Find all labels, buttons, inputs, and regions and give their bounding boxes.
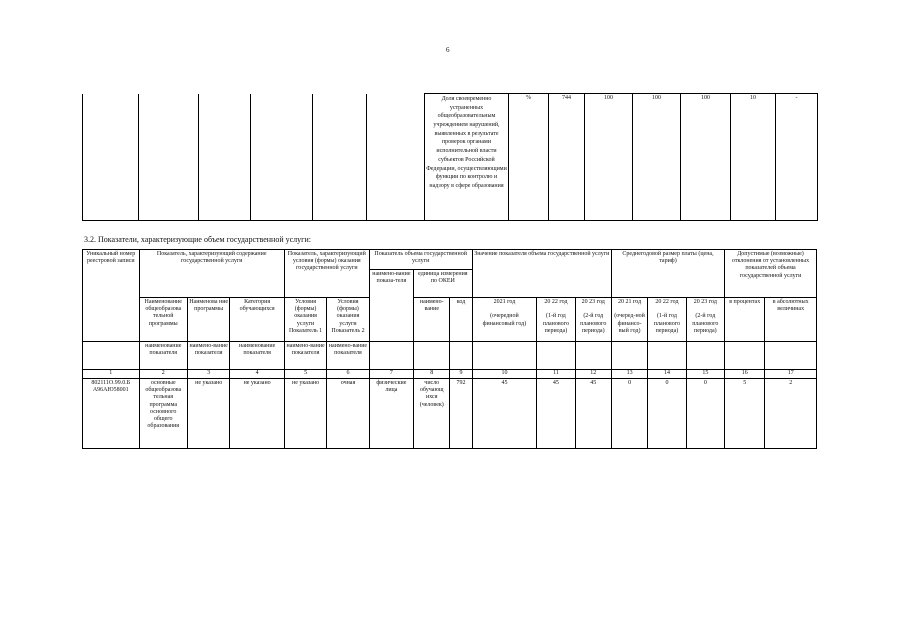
year-header: 20 22 год (1-й год планового периода): [648, 298, 686, 342]
column-number: 16: [725, 370, 765, 379]
year-header: 2021 год (очередной финансовый год): [472, 298, 537, 342]
unit-name: %: [509, 94, 549, 221]
value-cell: 100: [585, 94, 633, 221]
year-header: 20 23 год (2-й год планового периода): [686, 298, 724, 342]
sub-header-label: наименование показателя: [139, 342, 187, 370]
column-number: 15: [686, 370, 724, 379]
cell: не указано: [284, 379, 326, 449]
header-unit-code: код: [450, 298, 472, 342]
header-conditions: Показатель, характеризующий условия (формы) оказания государственной услуги: [284, 250, 369, 298]
column-number: 13: [611, 370, 647, 379]
cell: очная: [327, 379, 369, 449]
sub-header-name: Наименование общеобразова тельной программы: [139, 298, 187, 342]
value-cell: -: [776, 94, 818, 221]
cell: 45: [472, 379, 537, 449]
header-deviation-abs: в абсолютных величинах: [765, 298, 817, 342]
cell: физические лица: [369, 379, 413, 449]
header-deviation-pct: в процентах: [725, 298, 765, 342]
header-content: Показатель, характеризующий содержание государственной услуги: [139, 250, 284, 298]
sub-header-name: Условия (формы) оказания услуги Показатель 2: [327, 298, 369, 342]
sub-header-label: наимено-вание показателя: [284, 342, 326, 370]
column-number: 3: [187, 370, 229, 379]
header-unique-number: Уникальный номер реестровой записи: [83, 250, 140, 342]
program-name-cell: основные общеобразова тельная программа основного общего образования: [139, 379, 187, 449]
table-row: [83, 379, 817, 449]
header-volume-name: наимено-вание показа-теля: [369, 270, 413, 342]
value-cell: 100: [681, 94, 731, 221]
indicator-name: Доля своевременно устраненных общеобразовательным учреждением нарушений, выявленных в результате проверок органами исполнительной власти субъектов Российской Федерации, осуществляющими функции по контролю и надзору в сфере образования: [425, 94, 509, 221]
sub-header-label: наименование показателя: [230, 342, 285, 370]
volume-indicators-table: [82, 249, 817, 449]
header-values: Значение показателя объема государственной услуги: [472, 250, 611, 298]
column-number: 14: [648, 370, 686, 379]
column-number: 2: [139, 370, 187, 379]
column-number-row: [83, 370, 817, 379]
year-header: 20 21 год (очеред-ной финансо-вый год): [611, 298, 647, 342]
section-heading: 3.2. Показатели, характеризующие объем государственной услуги:: [84, 235, 311, 244]
cell: 0: [648, 379, 686, 449]
value-cell: 100: [633, 94, 681, 221]
column-number: 1: [83, 370, 140, 379]
header-volume: Показатель объема государственной услуги: [369, 250, 472, 270]
column-number: 4: [230, 370, 285, 379]
quality-indicators-table: [82, 93, 818, 221]
column-number: 12: [575, 370, 611, 379]
cell: 45: [575, 379, 611, 449]
header-volume-unit: единица измерения по ОКЕИ: [414, 270, 473, 298]
header-row: [83, 298, 817, 342]
cell: 5: [725, 379, 765, 449]
cell: не указано: [187, 379, 229, 449]
sub-header-label: наимено-вание показателя: [187, 342, 229, 370]
sub-header-name: Категория обучающихся: [230, 298, 285, 342]
header-price: Среднегодовой размер платы (цена, тариф): [611, 250, 724, 298]
header-unit-name: наимено-вание: [414, 298, 450, 342]
cell: 45: [537, 379, 575, 449]
column-number: 7: [369, 370, 413, 379]
unit-code: 744: [549, 94, 585, 221]
sub-header-name: Условия (формы) оказания услуги Показатель 1: [284, 298, 326, 342]
value-cell: 10: [731, 94, 776, 221]
header-row: [83, 250, 817, 270]
sub-header-name: Наименова ние программы: [187, 298, 229, 342]
year-header: 20 22 год (1-й год планового периода): [537, 298, 575, 342]
column-number: 8: [414, 370, 450, 379]
header-deviation: Допустимые (возможные) отклонения от установленных показателей объема государственной услуги: [725, 250, 817, 298]
column-number: 17: [765, 370, 817, 379]
cell: 2: [765, 379, 817, 449]
column-number: 6: [327, 370, 369, 379]
cell: не указано: [230, 379, 285, 449]
cell: 0: [686, 379, 724, 449]
column-number: 9: [450, 370, 472, 379]
column-number: 5: [284, 370, 326, 379]
cell: 792: [450, 379, 472, 449]
year-header: 20 23 год (2-й год планового периода): [575, 298, 611, 342]
cell: число обучающ ихся (человек): [414, 379, 450, 449]
table-row: [83, 94, 818, 221]
cell: 0: [611, 379, 647, 449]
sub-header-label: наимено-вание показателя: [327, 342, 369, 370]
page-number: 6: [446, 46, 450, 54]
column-number: 10: [472, 370, 537, 379]
column-number: 11: [537, 370, 575, 379]
unique-number-cell: 802111О.99.0.Б А96АЮ58001: [83, 379, 140, 449]
header-row: [83, 342, 817, 370]
